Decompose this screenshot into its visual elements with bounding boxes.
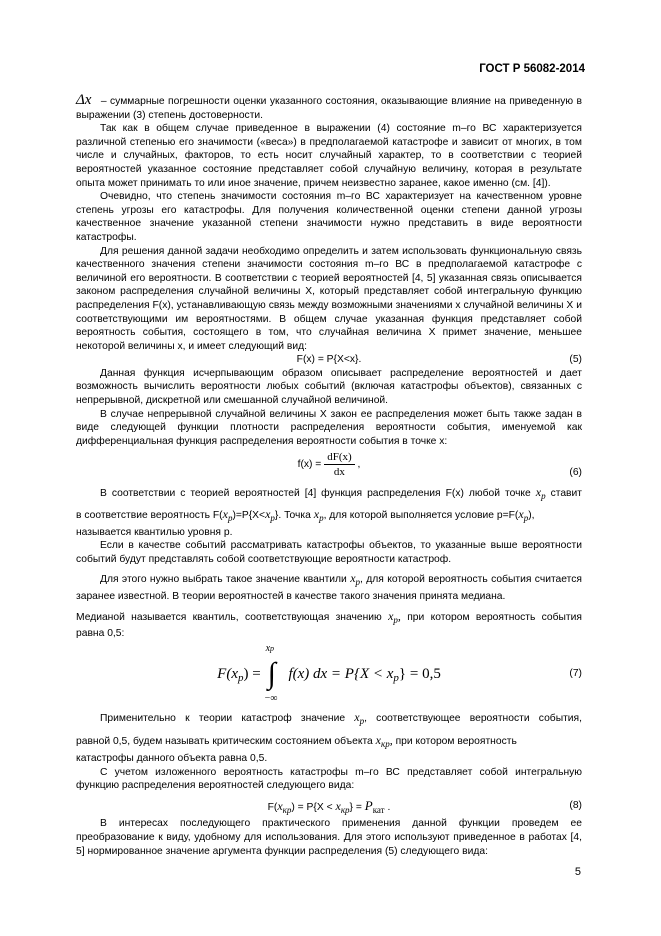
paragraph-13: равной 0,5, будем называть критическим состоянием объекта $x_{кр}$, при котором вероятность катастрофы данного объекта равна 0,5. [76,733,517,764]
equation-7-number: (7) [569,667,582,679]
paragraph-14: С учетом изложенного вероятность катастрофы m–го ВС представляет собой интегральную функцию распределения вероятностей следующего вида: [76,766,582,792]
equation-7: F(xp) = xp ∫ −∞ f(x) dx = P{X < xp} = 0,5 (7) [217,643,582,705]
paragraph-4: Для решения данной задачи необходимо определить и затем использовать функциональную связь качественного значения степени значимости состояния m–го ВС в предполагаемой катастрофе с величиной его вероятности. В соответствии с теорией вероятностей [4, 5] указанная связь описывается законом распределения случайной величины X, который представляет собой интегральную функцию распределения F(x), устанавливающую связь между возможными значениями x случайной величины X и соответствующими им вероятностями. В общем случае указанная функция представляет собой вероятность события, состоящего в том, что случайная величина X примет значение, меньшее некоторой величины x, и имеет следующий вид: [76,245,582,352]
integral-sign: xp ∫ −∞ [264,643,278,705]
page-number: 5 [574,866,581,878]
standard-header: ГОСТ Р 56082-2014 [479,63,585,75]
paragraph-3: Очевидно, что степень значимости состояния m–го ВС характеризует на качественном уровне степень угрозы его катастрофы. Для получения количественной оценки степени данной угрозы качественное значение указанной степени значимости нужно представить в виде вероятности катастрофы. [76,191,582,243]
equation-8: $F(x_{кр}) = P\{X < x_{кр}\}$ = Pкат . (8) [267,797,582,815]
equation-6-number: (6) [569,467,582,479]
equation-6: f(x) = $\frac{dF(x)}{dx}$ , (6) [76,448,582,482]
paragraph-12: Применительно к теории катастроф значение $x_p$, соответствующее вероятности события, [100,709,582,726]
equation-5: F(x) = P{X<x}. (5) [296,354,582,366]
equation-6-fraction: $\frac{dF(x)}{dx}$ [324,450,354,479]
paragraph-8: в соответствие вероятность $F(x_p)=P\{X<x_p\}$. Точка $x_p$, для которой выполняется условие $p=F(x_p)$, называется квантилью уровня p. [76,507,535,538]
equation-8-number: (8) [569,799,582,811]
equation-5-number: (5) [569,354,582,366]
delta-x-symbol: Δx [76,92,92,108]
body-text [76,92,582,858]
paragraph-1: Δx – суммарные погрешности оценки указанного состояния, оказывающие влияние на приведенную в выражении (3) степень достоверности. [76,92,582,121]
paragraph-7: В соответствии с теорией вероятностей [4] функция распределения F(x) любой точке $x_p$ ставит [100,485,582,502]
paragraph-5: Данная функция исчерпывающим образом описывает распределение вероятностей и дает возможность вычислить вероятности любых событий (включая катастрофы объектов), связанных с непрерывной, дискретной или смешанной случайной величиной. [76,367,582,407]
paragraph-2: Так как в общем случае приведенное в выражении (4) состояние m–го ВС характеризуется различной степенью его значимости («веса») в предполагаемой катастрофе и зависит от многих, в том числе и случайных, факторов, то есть носит случайный характер, то в соответствии с теорией вероятностей указанное состояние представляет собой случайную величину, которая в результате опыта может принимать то или иное значение, причем неизвестно заранее, какое именно (см. [4]). [76,123,582,189]
paragraph-11: Медианой называется квантиль, соответствующая значению $x_p$, при котором вероятность события равна 0,5: [76,608,582,640]
paragraph-15: В интересах последующего практического применения данной функции проведем ее преобразование к виду, удобному для использования. Для этого используют приведенное в работах [4, 5] нормированное значение аргумента функции распределения (5) следующего вида: [76,818,582,857]
paragraph-10: Для этого нужно выбрать такое значение квантили $x_p$, для которой вероятность события считается заранее известной. В теории вероятностей в качестве такого значения принята медиана. [76,571,582,602]
paragraph-9: Если в качестве событий рассматривать катастрофы объектов, то указанные выше вероятности событий будут представлять собой соответствующие вероятности катастроф. [76,540,582,565]
paragraph-6: В случае непрерывной случайной величины X закон ее распределения может быть также задан в виде следующей функции плотности распределения вероятности события, именуемой как дифференциальная функция распределения вероятности события в точке x: [76,408,582,447]
